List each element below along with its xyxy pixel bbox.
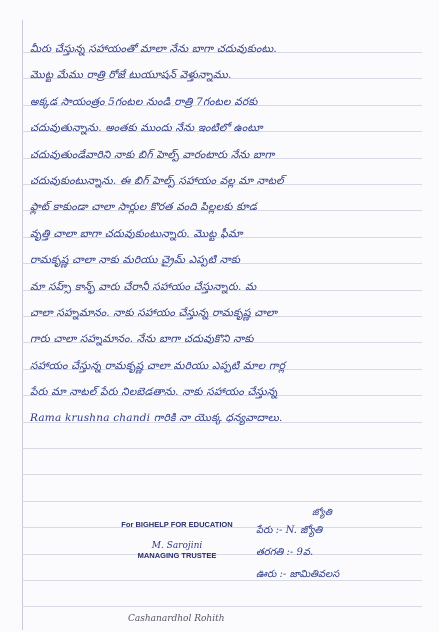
student-signature: జ్యోతి — [312, 508, 332, 518]
letter-line: చదువుతున్నాను. అంతకు ముందు నేను ఇంటిలో ఉంటూ — [30, 122, 263, 135]
letter-line: మొట్ట మేము రాత్రి రోజే టుయూషన్ వెళ్తున్నాము. — [30, 69, 232, 82]
letter-line: చదువుతుండేవారిని నాకు బిగ్ హెల్ప్ వారంటారు నేను బాగా — [30, 148, 275, 161]
ruled-line — [22, 501, 422, 502]
stamp-org-name: For BIGHELP FOR EDUCATION — [121, 520, 233, 529]
trustee-signature: M. Sarojini — [151, 541, 203, 551]
bottom-signature: Cashanardhol Rohith — [128, 614, 225, 624]
organization-stamp — [112, 520, 242, 560]
letter-line: గారు చాలా సహ్నమానం. నేను బాగా చదువుకొని నాకు — [30, 333, 254, 346]
letter-line: ఫ్లాట్ కాకుండా చాలా సార్లుల కొరత వంది పిల్లలకు కూడ — [30, 201, 257, 214]
letter-line: పేరు మా నాటల్ పేరు నిలబెడతాను. నాకు సహాయం చేస్తున్న — [30, 386, 278, 399]
handwritten-letter-body — [30, 36, 425, 432]
letter-line: రామకృష్ణ చాలా నాకు మరియు చ్రైమ్ ఎప్పటి నాకు — [30, 254, 241, 267]
student-village: ఊరు :- జామితివలస — [256, 569, 340, 580]
letter-line: చదువుకుంటున్నాను. ఈ బిగ్ హెల్ప్ సహాయం వల్ల మా నాటల్ — [30, 174, 284, 187]
ruled-line — [22, 448, 422, 449]
letter-line: మీరు చేస్తున్న సహాయంతో మాలా నేను బాగా చదువుకుంటు. — [30, 43, 277, 55]
letter-line: Rama krushna chandi గారికి నా యొక్క ధన్యవాదాలు. — [30, 412, 283, 425]
letter-line: సహాయం చేస్తున్న రామకృష్ణ చాలా మరియు ఎప్పటి మాల గార్ల — [30, 359, 286, 372]
letter-line: వృత్తి చాలా బాగా చదువుకుంటున్నారు. మొట్ట ఫీమా — [30, 227, 243, 240]
letter-line: చాలా సహ్నమానం. నాకు సహాయం చేస్తున్న రామకృష్ణ చాలా — [30, 306, 278, 319]
letter-line: మా సహ్స్ కాన్ఫ్ వారు చేరానీ సహాయం చేస్తున్నారు. మ — [30, 280, 257, 293]
student-signature-block — [256, 508, 426, 586]
margin-line — [22, 20, 23, 630]
student-class: తరగతి :- 9వ. — [256, 547, 314, 558]
ruled-line — [22, 606, 422, 607]
ruled-line — [22, 474, 422, 475]
stamp-role: MANAGING TRUSTEE — [137, 551, 217, 560]
letter-line: అక్కడ సాయంత్రం 5గంటల నుండి రాత్రి 7గంటల వరకు — [30, 95, 258, 108]
student-name: పేరు :- N. జ్యోతి — [256, 525, 323, 536]
